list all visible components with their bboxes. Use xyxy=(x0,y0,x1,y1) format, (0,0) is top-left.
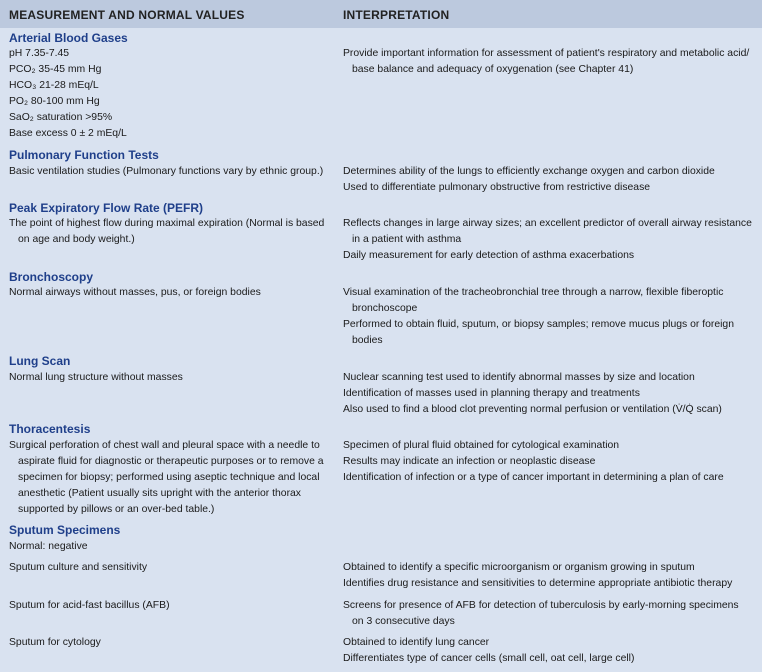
pefr-interpretation: Reflects changes in large airway sizes; an excellent predictor of overall airway resistance in a patient with asthma xyxy=(343,218,752,245)
table-header xyxy=(0,0,762,28)
lung-scan-interpretation: Identification of masses used in planning therapy and treatments xyxy=(343,388,640,399)
sputum-afb-label: Sputum for acid-fast bacillus (AFB) xyxy=(9,600,170,611)
section-title-pefr: Peak Expiratory Flow Rate (PEFR) xyxy=(9,201,204,215)
bronchoscopy-interpretation: Visual examination of the tracheobronchial tree through a narrow, flexible fiberoptic bronchoscope xyxy=(343,287,724,314)
sputum-normal: Normal: negative xyxy=(9,541,88,552)
section-title-abg: Arterial Blood Gases xyxy=(9,31,128,45)
bronchoscopy-value: Normal airways without masses, pus, or foreign bodies xyxy=(9,287,261,298)
section-title-bronchoscopy: Bronchoscopy xyxy=(9,270,94,284)
section-title-thoracentesis: Thoracentesis xyxy=(9,422,91,436)
pefr-value: The point of highest flow during maximal expiration (Normal is based on age and body weight.) xyxy=(9,218,325,245)
pft-interpretation: Used to differentiate pulmonary obstructive from restrictive disease xyxy=(343,182,651,193)
abg-value: HCO₃ 21-28 mEq/L xyxy=(9,80,99,91)
sputum-culture-interpretation: Identifies drug resistance and sensitivities to determine appropriate antibiotic therapy xyxy=(343,578,733,589)
abg-value: Base excess 0 ± 2 mEq/L xyxy=(9,128,127,139)
thoracentesis-interpretation: Identification of infection or a type of cancer important in determining a plan of care xyxy=(343,472,724,483)
thoracentesis-interpretation: Results may indicate an infection or neoplastic disease xyxy=(343,456,596,467)
lung-scan-interpretation: Nuclear scanning test used to identify abnormal masses by size and location xyxy=(343,372,695,383)
thoracentesis-interpretation: Specimen of plural fluid obtained for cytological examination xyxy=(343,440,620,451)
sputum-culture-interpretation: Obtained to identify a specific microorganism or organism growing in sputum xyxy=(343,562,695,573)
sputum-cytology-interpretation: Obtained to identify lung cancer xyxy=(343,637,490,648)
pft-interpretation: Determines ability of the lungs to efficiently exchange oxygen and carbon dioxide xyxy=(343,166,715,177)
abg-interpretation: Provide important information for assessment of patient's respiratory and metabolic acid/ base balance and adequacy of oxygenation (see Chapter 41) xyxy=(343,48,750,75)
section-title-lung-scan: Lung Scan xyxy=(9,354,71,368)
abg-value: SaO₂ saturation >95% xyxy=(9,112,113,123)
lung-scan-interpretation: Also used to find a blood clot preventing normal perfusion or ventilation (V̇/Q̇ scan) xyxy=(343,404,722,415)
abg-value: PO₂ 80-100 mm Hg xyxy=(9,96,100,107)
header-interpretation: INTERPRETATION xyxy=(343,8,450,22)
pefr-interpretation: Daily measurement for early detection of asthma exacerbations xyxy=(343,250,635,261)
header-measurement: MEASUREMENT AND NORMAL VALUES xyxy=(9,8,245,22)
sputum-culture-label: Sputum culture and sensitivity xyxy=(9,562,148,573)
bronchoscopy-interpretation: Performed to obtain fluid, sputum, or biopsy samples; remove mucus plugs or foreign bodies xyxy=(343,319,734,346)
section-title-sputum: Sputum Specimens xyxy=(9,523,121,537)
abg-value: pH 7.35-7.45 xyxy=(9,48,70,59)
pft-value: Basic ventilation studies (Pulmonary functions vary by ethnic group.) xyxy=(9,166,324,177)
section-title-pft: Pulmonary Function Tests xyxy=(9,148,159,162)
thoracentesis-value: Surgical perforation of chest wall and pleural space with a needle to aspirate fluid for diagnostic or therapeutic purposes or to remove a specimen for biopsy; performed using aseptic technique and local anesthetic (Patient usually sits upright with the anterior thorax supported by pillows or an over-bed table.) xyxy=(9,440,324,515)
sputum-cytology-interpretation: Differentiates type of cancer cells (small cell, oat cell, large cell) xyxy=(343,653,635,664)
sputum-afb-interpretation: Screens for presence of AFB for detection of tuberculosis by early-morning specimens on 3 consecutive days xyxy=(343,600,739,627)
sputum-cytology-label: Sputum for cytology xyxy=(9,637,101,648)
lung-scan-value: Normal lung structure without masses xyxy=(9,372,183,383)
abg-value: PCO₂ 35-45 mm Hg xyxy=(9,64,102,75)
